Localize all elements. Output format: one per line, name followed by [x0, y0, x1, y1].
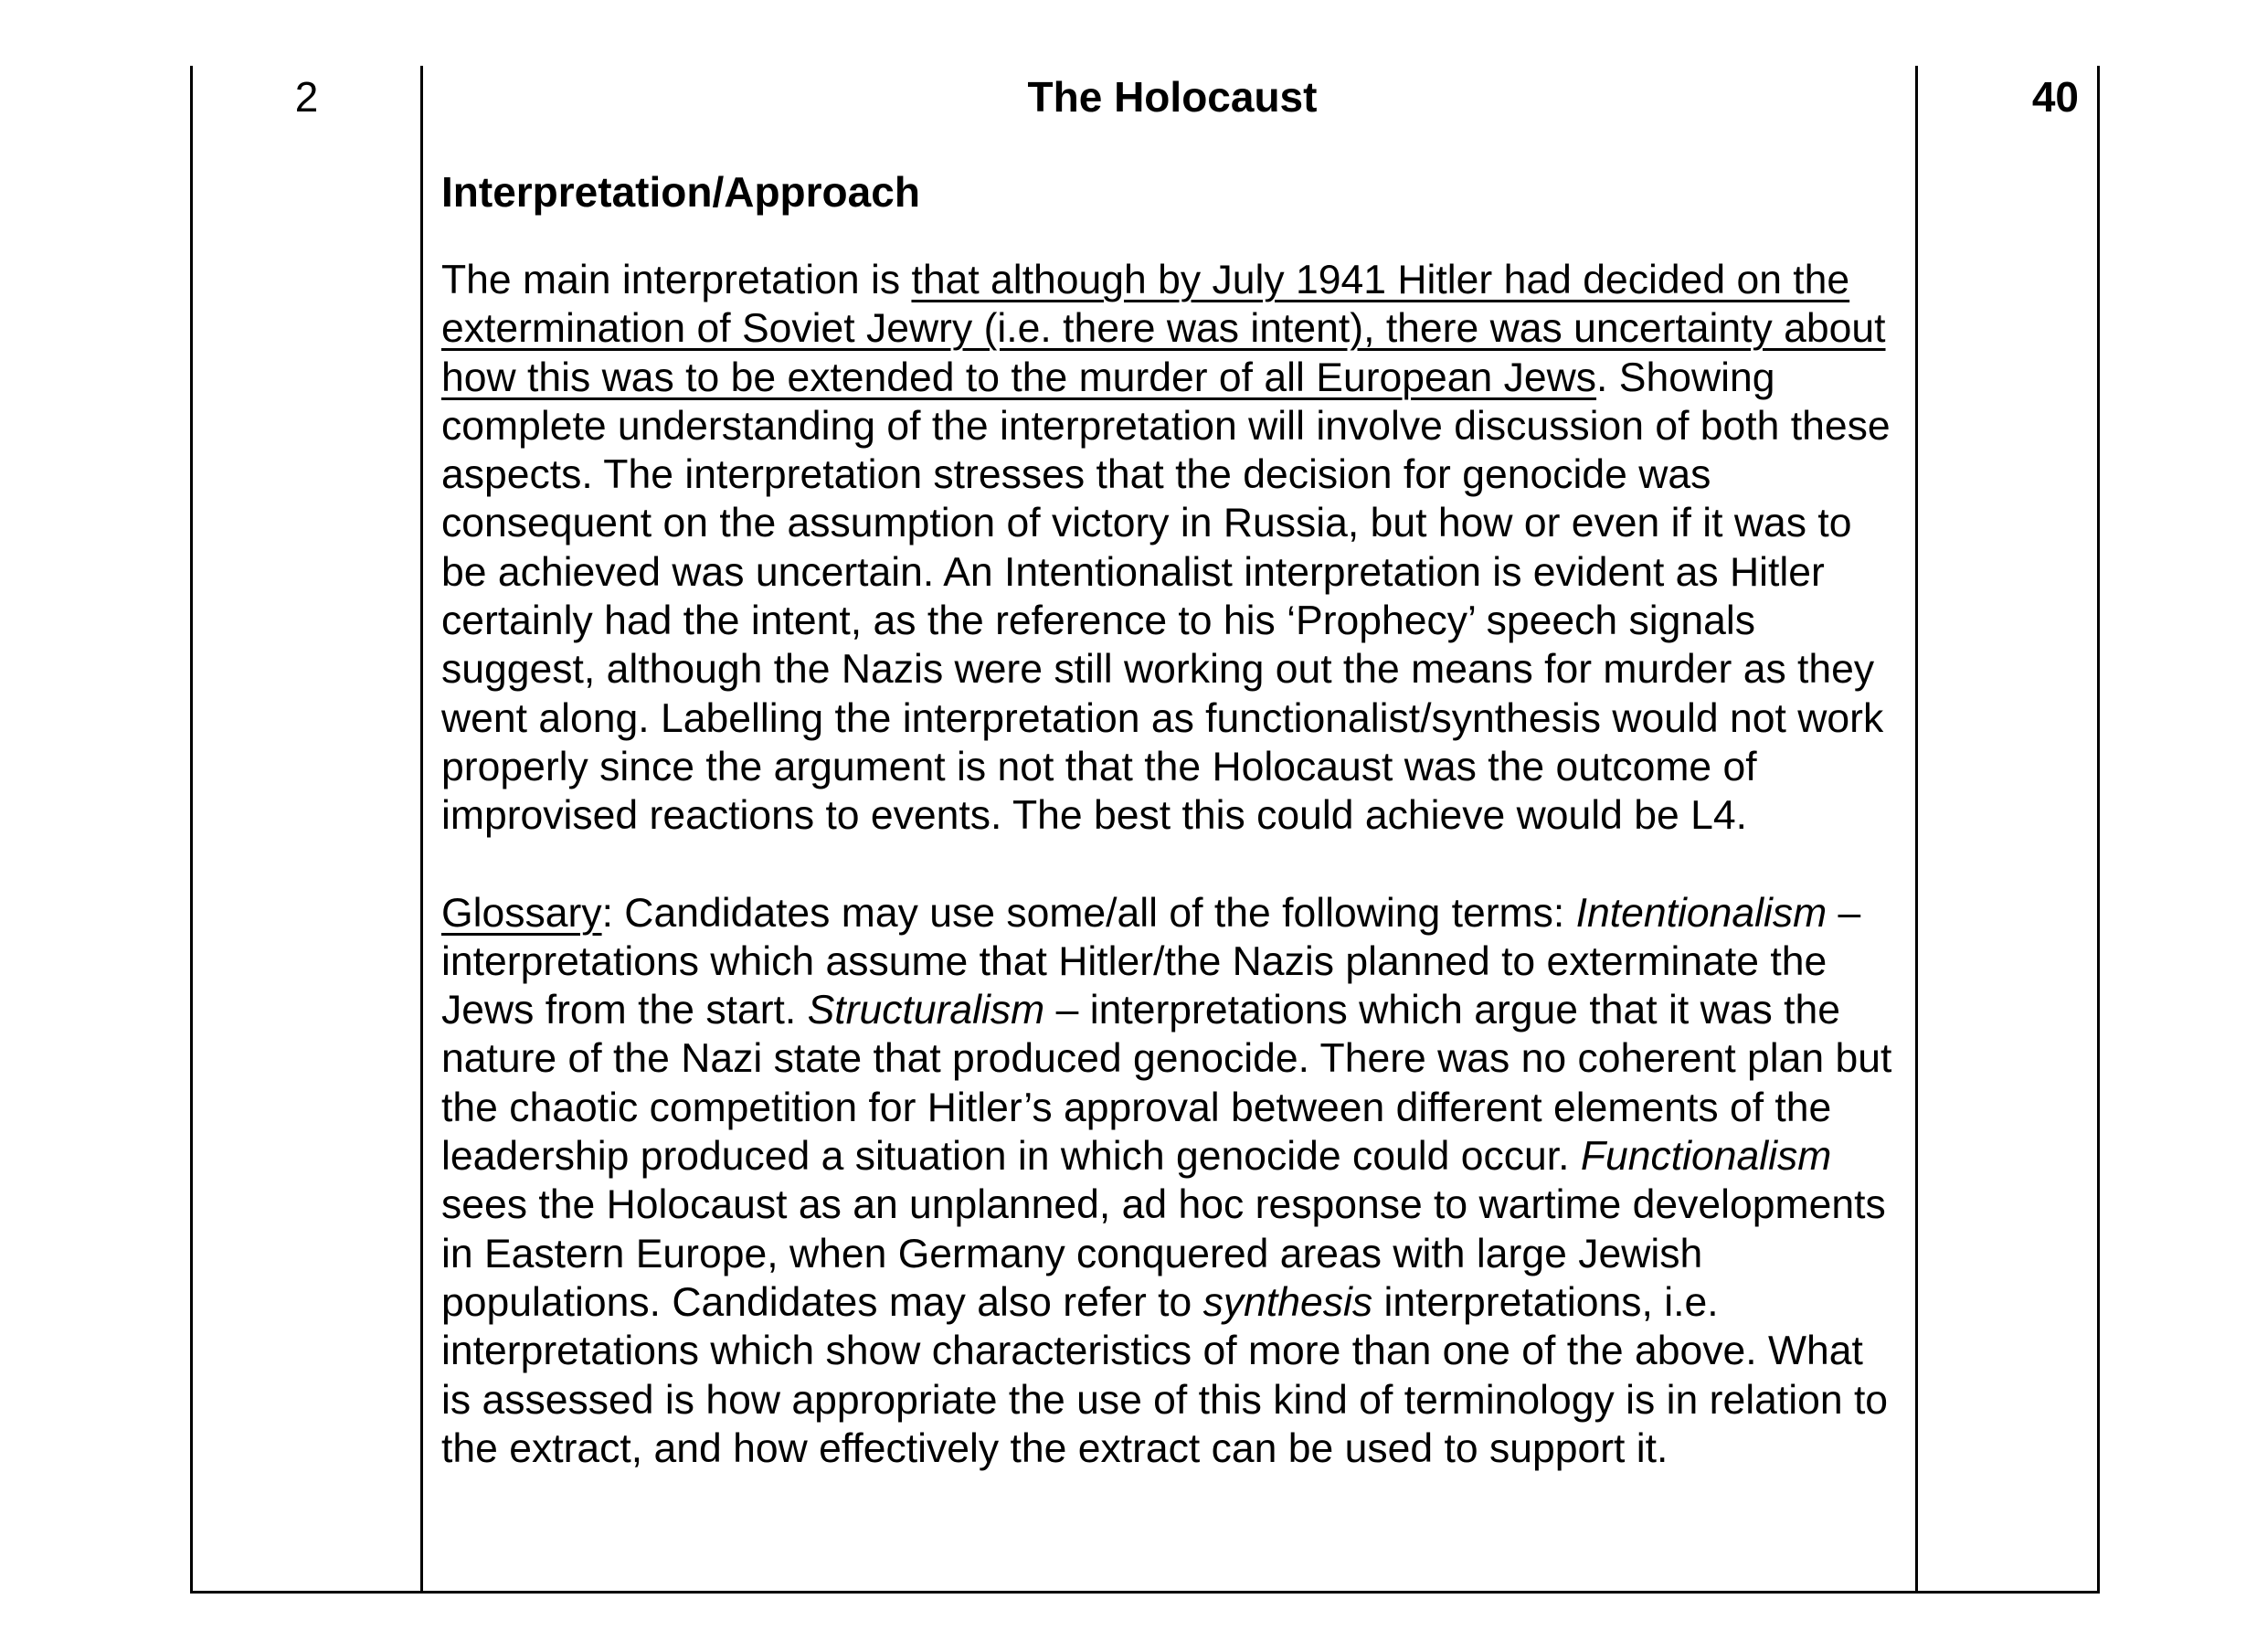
guidance-cell [441, 66, 1903, 1473]
glossary-term: synthesis [1202, 1279, 1373, 1325]
glossary-term: Functionalism [1580, 1134, 1832, 1180]
glossary-intro: : Candidates may use some/all of the following terms: [601, 890, 1576, 936]
column-divider [1915, 66, 1918, 1591]
interpretation-lead: The main interpretation is [441, 258, 912, 302]
glossary-paragraph [441, 889, 1903, 1474]
glossary-label: Glossary [441, 890, 602, 936]
question-number: 2 [294, 73, 319, 121]
glossary-definition: – interpretations which assume that Hitler/the Nazis planned to exterminate the Jews from the start. [441, 890, 1861, 1033]
glossary-term: Intentionalism [1575, 890, 1827, 936]
topic-title: The Holocaust [1027, 73, 1318, 121]
glossary-definition: interpretations, i.e. interpretations which show characteristics of more than one of the above. What is assessed is how appropriate the use of this kind of terminology is in relation to the extract, and how effectively the extract can be used to support it. [441, 1279, 1889, 1471]
glossary-term: Structuralism [807, 988, 1045, 1033]
mark-scheme-table [190, 66, 2100, 1594]
section-heading: Interpretation/Approach [441, 168, 920, 216]
interpretation-body: . Showing complete understanding of the interpretation will involve discussion of both these aspects. The interpretation stresses that the decision for genocide was consequent on the assumption of victory in Russia, but how or even if it was to be achieved was uncertain. An Intentionalist interpretation is evident as Hitler certainly had the intent, as the reference to his ‘Prophecy’ speech signals suggest, although the Nazis were still working out the means for murder as they went along. Labelling the interpretation as functionalist/synthesis would not work properly since the argument is not that the Holocaust was the outcome of improvised reactions to events. The best this could achieve would be L4. [441, 355, 1891, 839]
interpretation-paragraph [441, 256, 1903, 841]
glossary-definition: sees the Holocaust as an unplanned, ad hoc response to wartime developments in Eastern Europe, when Germany conquered areas with large Jewish populations. Candidates may also refer to [441, 1182, 1886, 1325]
interpretation-claim: that although by July 1941 Hitler had decided on the extermination of Soviet Jewry (i.e. there was intent), there was uncertainty about how this was to be extended to the murder of all European Jews [441, 258, 1886, 400]
column-divider [420, 66, 423, 1591]
marks-value: 40 [2031, 73, 2079, 121]
glossary-definition: – interpretations which argue that it was the nature of the Nazi state that produced genocide. There was no coherent plan but the chaotic competition for Hitler’s approval between different elements of the leadership produced a situation in which genocide could occur. [441, 988, 1892, 1180]
